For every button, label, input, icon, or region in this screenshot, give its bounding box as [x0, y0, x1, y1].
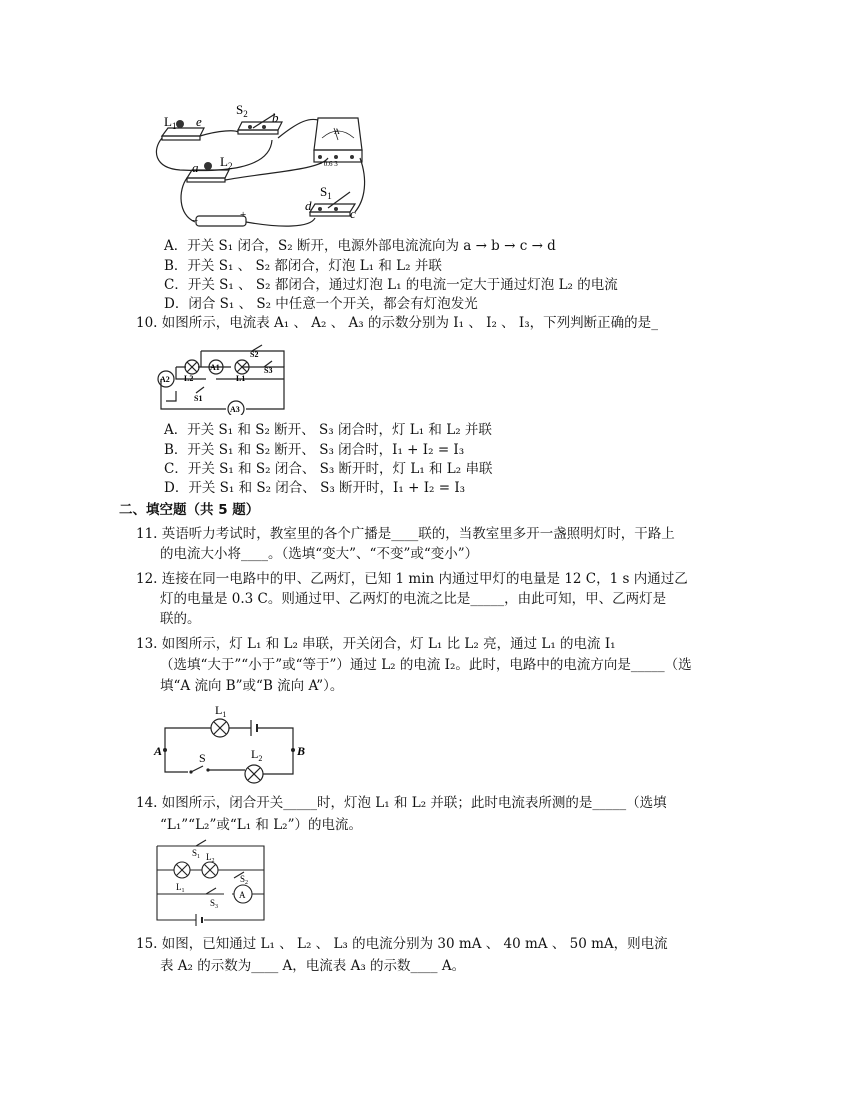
- q10-label-L2: L2: [184, 374, 194, 383]
- q10-label-L1: L1: [236, 374, 246, 383]
- q14-label-S2: $S_2$: [240, 874, 249, 886]
- section-heading-fill-blank: 二、填空题（共 5 题）: [119, 502, 260, 518]
- q9-label-e: e: [196, 114, 202, 129]
- q12-line-3: 联的。: [160, 611, 201, 627]
- q11-line-2: 的电流大小将____。（选填“变大”、“不变”或“变小”）: [160, 546, 479, 562]
- q12-line-2: 灯的电量是 0.3 C。则通过甲、乙两灯的电流之比是_____，由此可知，甲、乙两灯是: [160, 591, 667, 607]
- q9-label-c: c: [350, 206, 356, 221]
- q13-label-L2: $L_2$: [251, 747, 263, 763]
- q10-option-d: D．开关 S₁ 和 S₂ 闭合、 S₃ 断开时，I₁ + I₂ = I₃: [164, 480, 466, 496]
- q9-option-d: D．闭合 S₁ 、 S₂ 中任意一个开关，都会有灯泡发光: [164, 296, 478, 312]
- q10-label-S2: S2: [250, 350, 259, 359]
- q9-label-minus: −: [192, 215, 199, 227]
- q10-label-S1: S1: [194, 394, 203, 403]
- q14-label-A: A: [239, 890, 246, 900]
- q10-label-S3: S3: [264, 366, 273, 375]
- q9-option-b: B．开关 S₁ 、 S₂ 都闭合，灯泡 L₁ 和 L₂ 并联: [164, 258, 442, 274]
- q13-circuit-figure: [153, 700, 313, 788]
- q14-label-S1: $S_1$: [192, 848, 201, 860]
- q9-label-L2: $L_2$: [220, 154, 233, 171]
- q14-label-L1: $L_1$: [176, 882, 185, 894]
- q15-line-2: 表 A₂ 的示数为____ A，电流表 A₃ 的示数____ A。: [160, 958, 466, 974]
- q14-label-L2: $L_2$: [206, 852, 215, 864]
- q10-label-A3: A3: [230, 405, 240, 414]
- q9-circuit-figure: [150, 100, 380, 235]
- q9-label-b: b: [272, 110, 279, 125]
- q10-option-c: C．开关 S₁ 和 S₂ 闭合、 S₃ 断开时，灯 L₁ 和 L₂ 串联: [164, 461, 493, 477]
- q9-label-S1: $S_1$: [320, 184, 332, 201]
- q9-option-a: A．开关 S₁ 闭合，S₂ 断开，电源外部电流流向为 a → b → c → d: [164, 238, 556, 254]
- q9-label-plus: +: [240, 209, 247, 221]
- q10-option-a: A．开关 S₁ 和 S₂ 断开、 S₃ 闭合时，灯 L₁ 和 L₂ 并联: [164, 422, 492, 438]
- q10-circuit-figure: [156, 343, 292, 415]
- q13-line-3: 填“A 流向 B”或“B 流向 A”）。: [160, 678, 344, 694]
- q13-label-S: S: [199, 751, 206, 765]
- q9-meter-label: A: [334, 127, 340, 136]
- q13-line-2: （选填“大于”“小于”或“等于”）通过 L₂ 的电流 I₂。此时，电路中的电流方向是_____（选: [160, 657, 692, 673]
- q9-meter-scale: − 0.6 3: [318, 160, 338, 168]
- q14-label-S3: $S_3$: [210, 898, 219, 910]
- q9-label-L1: $L_1$: [164, 114, 177, 131]
- q13-label-B: B: [297, 744, 306, 758]
- q13-line-1: 13. 如图所示，灯 L₁ 和 L₂ 串联，开关闭合，灯 L₁ 比 L₂ 亮，通过 L₁ 的电流 I₁: [136, 636, 616, 652]
- q10-stem: 10. 如图所示，电流表 A₁ 、 A₂ 、 A₃ 的示数分别为 I₁ 、 I₂ 、 I₃，下列判断正确的是_: [136, 315, 658, 331]
- q12-line-1: 12. 连接在同一电路中的甲、乙两灯，已知 1 min 内通过甲灯的电量是 12 C，1 s 内通过乙: [136, 571, 688, 587]
- q13-label-L1: $L_1$: [215, 703, 227, 719]
- q10-label-A2: A2: [160, 375, 170, 384]
- q14-line-2: “L₁”“L₂”或“L₁ 和 L₂”）的电流。: [160, 817, 362, 833]
- q13-label-A: A: [154, 744, 163, 758]
- q10-label-A1: A1: [210, 363, 220, 372]
- q14-circuit-figure: [152, 838, 272, 928]
- q9-option-c: C．开关 S₁ 、 S₂ 都闭合，通过灯泡 L₁ 的电流一定大于通过灯泡 L₂ 的电流: [164, 277, 618, 293]
- q11-line-1: 11. 英语听力考试时，教室里的各个广播是____联的，当教室里多开一盏照明灯时，干路上: [136, 526, 675, 542]
- q9-label-d: d: [305, 198, 312, 213]
- q9-label-S2: $S_2$: [236, 102, 248, 119]
- q14-line-1: 14. 如图所示，闭合开关_____时，灯泡 L₁ 和 L₂ 并联；此时电流表所测的是_____（选填: [136, 795, 667, 811]
- q9-label-a: a: [192, 160, 199, 175]
- q10-option-b: B．开关 S₁ 和 S₂ 断开、 S₃ 闭合时，I₁ + I₂ = I₃: [164, 442, 465, 458]
- q15-line-1: 15. 如图，已知通过 L₁ 、 L₂ 、 L₃ 的电流分别为 30 mA 、 40 mA 、 50 mA，则电流: [136, 936, 668, 952]
